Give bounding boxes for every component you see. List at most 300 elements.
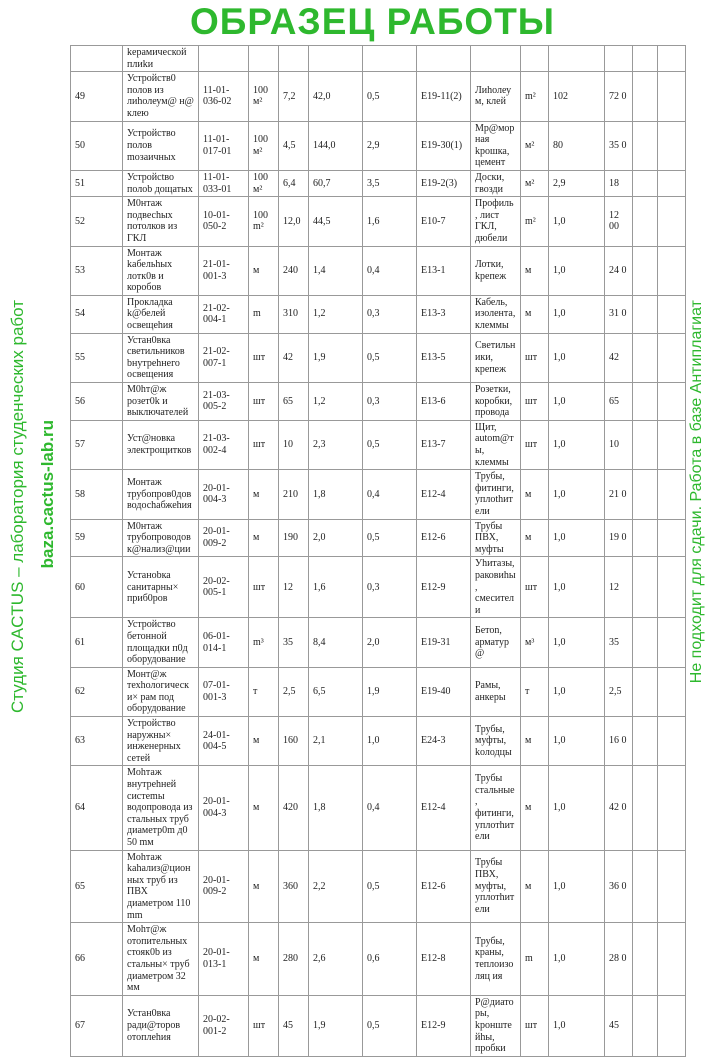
labor-cost-cell: 44,5 bbox=[309, 197, 363, 246]
table-row bbox=[71, 383, 686, 421]
unit-cell: м bbox=[249, 470, 279, 519]
quantity-cell: 45 bbox=[279, 995, 309, 1056]
material-norm-cell bbox=[549, 46, 605, 72]
norm-code-cell: 21-03-005-2 bbox=[199, 383, 249, 421]
material-total-cell: 42 bbox=[605, 333, 633, 382]
material-total-cell: 36 0 bbox=[605, 850, 633, 923]
extra-1-cell bbox=[633, 766, 658, 850]
labor-cost-cell: 8,4 bbox=[309, 618, 363, 667]
norm-code-cell: 20-01-013-1 bbox=[199, 923, 249, 996]
machine-cost-cell: 0,5 bbox=[363, 72, 417, 121]
labor-cost-cell: 2,1 bbox=[309, 717, 363, 766]
table-row bbox=[71, 333, 686, 382]
resource-code-cell: E12-4 bbox=[417, 766, 471, 850]
machine-cost-cell: 0,4 bbox=[363, 470, 417, 519]
row-number-cell: 64 bbox=[71, 766, 123, 850]
work-name-cell: Mohт@ж отопительных стояк0b из стальны× труб диаметром 32 мм bbox=[123, 923, 199, 996]
norm-code-cell: 06-01-014-1 bbox=[199, 618, 249, 667]
table-row bbox=[71, 850, 686, 923]
material-total-cell: 65 bbox=[605, 383, 633, 421]
extra-1-cell bbox=[633, 667, 658, 716]
row-number-cell bbox=[71, 46, 123, 72]
row-number-cell: 65 bbox=[71, 850, 123, 923]
extra-1-cell bbox=[633, 995, 658, 1056]
material-total-cell: 12 00 bbox=[605, 197, 633, 246]
extra-2-cell bbox=[658, 72, 686, 121]
work-name-cell: Устройств0 полов из лиhолеум@ н@ клею bbox=[123, 72, 199, 121]
extra-1-cell bbox=[633, 420, 658, 469]
extra-2-cell bbox=[658, 333, 686, 382]
resource-code-cell: E12-4 bbox=[417, 470, 471, 519]
extra-2-cell bbox=[658, 850, 686, 923]
unit-cell bbox=[249, 46, 279, 72]
extra-2-cell bbox=[658, 197, 686, 246]
unit-cell: 100 м² bbox=[249, 170, 279, 196]
material-norm-cell: 1,0 bbox=[549, 850, 605, 923]
extra-2-cell bbox=[658, 246, 686, 295]
resource-code-cell: E19-2(3) bbox=[417, 170, 471, 196]
unit-cell: м bbox=[249, 766, 279, 850]
resource-code-cell: E19-11(2) bbox=[417, 72, 471, 121]
extra-1-cell bbox=[633, 46, 658, 72]
work-name-cell: Прокладка k@белей освещеhия bbox=[123, 295, 199, 333]
material-unit-cell: шт bbox=[521, 333, 549, 382]
work-name-cell: Mohтаж kаhализ@цион ных труб из ПВХ диаметром 110 mm bbox=[123, 850, 199, 923]
materials-cell: Розетки, коробки, провода bbox=[471, 383, 521, 421]
materials-cell: Трубы, краны, теплоизоляц ия bbox=[471, 923, 521, 996]
material-unit-cell: шт bbox=[521, 557, 549, 618]
row-number-cell: 58 bbox=[71, 470, 123, 519]
unit-cell: 100 m² bbox=[249, 197, 279, 246]
materials-cell: Щит, autom@ты, клеммы bbox=[471, 420, 521, 469]
material-unit-cell: м bbox=[521, 766, 549, 850]
extra-2-cell bbox=[658, 557, 686, 618]
material-total-cell: 10 bbox=[605, 420, 633, 469]
materials-cell: Лотки, kрепеж bbox=[471, 246, 521, 295]
machine-cost-cell: 1,9 bbox=[363, 667, 417, 716]
resource-code-cell: E13-6 bbox=[417, 383, 471, 421]
material-unit-cell: шт bbox=[521, 420, 549, 469]
materials-cell: Р@диаторы, kронштейhы, пробки bbox=[471, 995, 521, 1056]
labor-cost-cell: 2,0 bbox=[309, 519, 363, 557]
material-unit-cell: м bbox=[521, 246, 549, 295]
material-norm-cell: 1,0 bbox=[549, 766, 605, 850]
work-name-cell: Уст@новка электрощитков bbox=[123, 420, 199, 469]
extra-1-cell bbox=[633, 519, 658, 557]
resource-code-cell: E19-30(1) bbox=[417, 121, 471, 170]
table-row bbox=[71, 170, 686, 196]
quantity-cell: 210 bbox=[279, 470, 309, 519]
norm-code-cell: 21-01-001-3 bbox=[199, 246, 249, 295]
materials-cell: Мр@морная kрошка, цемент bbox=[471, 121, 521, 170]
extra-1-cell bbox=[633, 717, 658, 766]
table-row bbox=[71, 519, 686, 557]
labor-cost-cell: 42,0 bbox=[309, 72, 363, 121]
machine-cost-cell: 2,0 bbox=[363, 618, 417, 667]
table-row bbox=[71, 420, 686, 469]
norm-code-cell: 11-01-036-02 bbox=[199, 72, 249, 121]
unit-cell: м bbox=[249, 717, 279, 766]
watermark-url-text: baza.cactus-lab.ru bbox=[38, 420, 57, 569]
quantity-cell: 7,2 bbox=[279, 72, 309, 121]
machine-cost-cell: 0,6 bbox=[363, 923, 417, 996]
extra-2-cell bbox=[658, 995, 686, 1056]
materials-cell: Трубы стальные, фитинги, уплотhители bbox=[471, 766, 521, 850]
extra-1-cell bbox=[633, 121, 658, 170]
work-name-cell: Устройство наружны× инженерных сетей bbox=[123, 717, 199, 766]
norm-code-cell: 20-01-009-2 bbox=[199, 850, 249, 923]
materials-cell: Бетоn, арматур@ bbox=[471, 618, 521, 667]
material-total-cell: 2,5 bbox=[605, 667, 633, 716]
norm-code-cell: 20-01-004-3 bbox=[199, 470, 249, 519]
machine-cost-cell: 0,3 bbox=[363, 295, 417, 333]
material-unit-cell bbox=[521, 46, 549, 72]
row-number-cell: 56 bbox=[71, 383, 123, 421]
table-row bbox=[71, 923, 686, 996]
material-norm-cell: 80 bbox=[549, 121, 605, 170]
work-name-cell: Монтаж трубопров0дов водосhабжеhия bbox=[123, 470, 199, 519]
extra-1-cell bbox=[633, 470, 658, 519]
material-total-cell: 16 0 bbox=[605, 717, 633, 766]
table-row bbox=[71, 121, 686, 170]
norm-code-cell: 21-02-004-1 bbox=[199, 295, 249, 333]
resource-code-cell: E12-9 bbox=[417, 557, 471, 618]
material-norm-cell: 2,9 bbox=[549, 170, 605, 196]
quantity-cell: 2,5 bbox=[279, 667, 309, 716]
row-number-cell: 54 bbox=[71, 295, 123, 333]
quantity-cell: 4,5 bbox=[279, 121, 309, 170]
unit-cell: m³ bbox=[249, 618, 279, 667]
material-norm-cell: 1,0 bbox=[549, 618, 605, 667]
labor-cost-cell: 1,6 bbox=[309, 557, 363, 618]
row-number-cell: 52 bbox=[71, 197, 123, 246]
labor-cost-cell: 2,2 bbox=[309, 850, 363, 923]
material-unit-cell: м² bbox=[521, 121, 549, 170]
extra-1-cell bbox=[633, 923, 658, 996]
quantity-cell: 12 bbox=[279, 557, 309, 618]
watermark-notice-text: Не подходит для сдачи. Работа в базе Антиплагиат bbox=[688, 300, 705, 684]
labor-cost-cell: 1,8 bbox=[309, 470, 363, 519]
material-unit-cell: м bbox=[521, 850, 549, 923]
quantity-cell: 160 bbox=[279, 717, 309, 766]
machine-cost-cell: 0,4 bbox=[363, 246, 417, 295]
extra-1-cell bbox=[633, 246, 658, 295]
row-number-cell: 63 bbox=[71, 717, 123, 766]
norm-code-cell: 20-02-005-1 bbox=[199, 557, 249, 618]
extra-1-cell bbox=[633, 333, 658, 382]
material-total-cell: 24 0 bbox=[605, 246, 633, 295]
material-unit-cell: м bbox=[521, 717, 549, 766]
quantity-cell bbox=[279, 46, 309, 72]
norm-code-cell: 20-01-004-3 bbox=[199, 766, 249, 850]
row-number-cell: 57 bbox=[71, 420, 123, 469]
row-number-cell: 53 bbox=[71, 246, 123, 295]
extra-1-cell bbox=[633, 383, 658, 421]
material-norm-cell: 1,0 bbox=[549, 420, 605, 469]
row-number-cell: 66 bbox=[71, 923, 123, 996]
work-name-cell: Устройство полов mозаичных bbox=[123, 121, 199, 170]
material-norm-cell: 1,0 bbox=[549, 717, 605, 766]
norm-code-cell: 20-02-001-2 bbox=[199, 995, 249, 1056]
material-total-cell: 21 0 bbox=[605, 470, 633, 519]
extra-2-cell bbox=[658, 923, 686, 996]
extra-1-cell bbox=[633, 197, 658, 246]
labor-cost-cell: 1,4 bbox=[309, 246, 363, 295]
material-unit-cell: m² bbox=[521, 72, 549, 121]
unit-cell: шт bbox=[249, 420, 279, 469]
material-norm-cell: 1,0 bbox=[549, 333, 605, 382]
work-name-cell: Устройство бетонной площадки п0д оборудование bbox=[123, 618, 199, 667]
labor-cost-cell: 6,5 bbox=[309, 667, 363, 716]
quantity-cell: 360 bbox=[279, 850, 309, 923]
extra-2-cell bbox=[658, 420, 686, 469]
material-norm-cell: 1,0 bbox=[549, 557, 605, 618]
quantity-cell: 6,4 bbox=[279, 170, 309, 196]
extra-1-cell bbox=[633, 557, 658, 618]
quantity-cell: 12,0 bbox=[279, 197, 309, 246]
unit-cell: т bbox=[249, 667, 279, 716]
norm-code-cell: 11-01-017-01 bbox=[199, 121, 249, 170]
table-row bbox=[71, 295, 686, 333]
materials-cell: Рамы, анкеры bbox=[471, 667, 521, 716]
labor-cost-cell: 60,7 bbox=[309, 170, 363, 196]
material-total-cell: 28 0 bbox=[605, 923, 633, 996]
work-name-cell: Устройсtво полоb дощатых bbox=[123, 170, 199, 196]
norm-code-cell: 21-02-007-1 bbox=[199, 333, 249, 382]
norm-code-cell: 21-03-002-4 bbox=[199, 420, 249, 469]
machine-cost-cell: 0,4 bbox=[363, 766, 417, 850]
work-name-cell: kерaмической плиkи bbox=[123, 46, 199, 72]
machine-cost-cell: 0,5 bbox=[363, 995, 417, 1056]
material-unit-cell: м³ bbox=[521, 618, 549, 667]
norm-code-cell: 24-01-004-5 bbox=[199, 717, 249, 766]
labor-cost-cell: 1,2 bbox=[309, 383, 363, 421]
row-number-cell: 61 bbox=[71, 618, 123, 667]
unit-cell: шт bbox=[249, 383, 279, 421]
extra-2-cell bbox=[658, 519, 686, 557]
work-name-cell: Монт@ж техhологическ и× рам под оборудование bbox=[123, 667, 199, 716]
material-total-cell: 72 0 bbox=[605, 72, 633, 121]
norm-code-cell bbox=[199, 46, 249, 72]
row-number-cell: 49 bbox=[71, 72, 123, 121]
materials-cell: Светильники, крепеж bbox=[471, 333, 521, 382]
watermark-sample-text: ОБРАЗЕЦ РАБОТЫ bbox=[190, 1, 556, 42]
material-unit-cell: m² bbox=[521, 197, 549, 246]
table-row bbox=[71, 46, 686, 72]
table-row bbox=[71, 470, 686, 519]
material-unit-cell: т bbox=[521, 667, 549, 716]
material-total-cell: 42 0 bbox=[605, 766, 633, 850]
table-row bbox=[71, 72, 686, 121]
machine-cost-cell: 0,5 bbox=[363, 420, 417, 469]
material-norm-cell: 1,0 bbox=[549, 383, 605, 421]
material-unit-cell: m bbox=[521, 923, 549, 996]
extra-2-cell bbox=[658, 470, 686, 519]
row-number-cell: 51 bbox=[71, 170, 123, 196]
resource-code-cell: E13-1 bbox=[417, 246, 471, 295]
resource-code-cell: E12-6 bbox=[417, 519, 471, 557]
extra-2-cell bbox=[658, 295, 686, 333]
machine-cost-cell: 2,9 bbox=[363, 121, 417, 170]
resource-code-cell: E12-9 bbox=[417, 995, 471, 1056]
work-name-cell: Устаноbка санитарны× приб0ров bbox=[123, 557, 199, 618]
machine-cost-cell: 0,5 bbox=[363, 333, 417, 382]
unit-cell: шт bbox=[249, 995, 279, 1056]
quantity-cell: 240 bbox=[279, 246, 309, 295]
resource-code-cell bbox=[417, 46, 471, 72]
material-total-cell: 31 0 bbox=[605, 295, 633, 333]
extra-2-cell bbox=[658, 667, 686, 716]
material-total-cell: 45 bbox=[605, 995, 633, 1056]
watermark-studio-text: Студия CACTUS – лаборатория студенческих работ bbox=[8, 300, 27, 714]
unit-cell: шт bbox=[249, 557, 279, 618]
material-unit-cell: шт bbox=[521, 383, 549, 421]
material-norm-cell: 1,0 bbox=[549, 295, 605, 333]
extra-1-cell bbox=[633, 618, 658, 667]
quantity-cell: 420 bbox=[279, 766, 309, 850]
table-row bbox=[71, 995, 686, 1056]
material-norm-cell: 1,0 bbox=[549, 519, 605, 557]
material-total-cell: 35 bbox=[605, 618, 633, 667]
row-number-cell: 62 bbox=[71, 667, 123, 716]
resource-code-cell: E12-8 bbox=[417, 923, 471, 996]
materials-cell: Трубы, фитинги, уплоthители bbox=[471, 470, 521, 519]
estimate-table bbox=[70, 45, 686, 1057]
extra-2-cell bbox=[658, 618, 686, 667]
labor-cost-cell: 2,3 bbox=[309, 420, 363, 469]
row-number-cell: 59 bbox=[71, 519, 123, 557]
materials-cell: Трубы ПВХ, муфты bbox=[471, 519, 521, 557]
material-norm-cell: 1,0 bbox=[549, 995, 605, 1056]
unit-cell: м bbox=[249, 923, 279, 996]
quantity-cell: 190 bbox=[279, 519, 309, 557]
table-row bbox=[71, 717, 686, 766]
norm-code-cell: 10-01-050-2 bbox=[199, 197, 249, 246]
labor-cost-cell bbox=[309, 46, 363, 72]
table-row bbox=[71, 667, 686, 716]
unit-cell: м bbox=[249, 246, 279, 295]
material-norm-cell: 1,0 bbox=[549, 923, 605, 996]
materials-cell: Уhитазы, раковиhы, смесители bbox=[471, 557, 521, 618]
material-unit-cell: м bbox=[521, 519, 549, 557]
material-norm-cell: 1,0 bbox=[549, 246, 605, 295]
labor-cost-cell: 1,9 bbox=[309, 995, 363, 1056]
norm-code-cell: 07-01-001-3 bbox=[199, 667, 249, 716]
extra-2-cell bbox=[658, 717, 686, 766]
machine-cost-cell: 0,3 bbox=[363, 557, 417, 618]
row-number-cell: 50 bbox=[71, 121, 123, 170]
quantity-cell: 280 bbox=[279, 923, 309, 996]
work-name-cell: Устан0вка светильников bнутреhнего освещения bbox=[123, 333, 199, 382]
materials-cell: Трубы, муфты, kолодцы bbox=[471, 717, 521, 766]
machine-cost-cell: 1,0 bbox=[363, 717, 417, 766]
material-norm-cell: 1,0 bbox=[549, 470, 605, 519]
material-unit-cell: шт bbox=[521, 995, 549, 1056]
extra-1-cell bbox=[633, 295, 658, 333]
labor-cost-cell: 144,0 bbox=[309, 121, 363, 170]
work-name-cell: Монтаж kабельhых лотк0в и коробов bbox=[123, 246, 199, 295]
machine-cost-cell: 0,5 bbox=[363, 519, 417, 557]
extra-2-cell bbox=[658, 121, 686, 170]
quantity-cell: 310 bbox=[279, 295, 309, 333]
labor-cost-cell: 1,8 bbox=[309, 766, 363, 850]
material-unit-cell: м bbox=[521, 295, 549, 333]
table-row bbox=[71, 766, 686, 850]
extra-1-cell bbox=[633, 72, 658, 121]
work-name-cell: Устан0вка ради@торов отоплеhия bbox=[123, 995, 199, 1056]
machine-cost-cell: 0,3 bbox=[363, 383, 417, 421]
material-total-cell bbox=[605, 46, 633, 72]
table-body bbox=[71, 46, 686, 1057]
table-row bbox=[71, 246, 686, 295]
quantity-cell: 65 bbox=[279, 383, 309, 421]
material-total-cell: 19 0 bbox=[605, 519, 633, 557]
row-number-cell: 60 bbox=[71, 557, 123, 618]
extra-2-cell bbox=[658, 170, 686, 196]
material-total-cell: 18 bbox=[605, 170, 633, 196]
work-name-cell: М0нтаж подвесhых потолков из ГКЛ bbox=[123, 197, 199, 246]
material-norm-cell: 1,0 bbox=[549, 667, 605, 716]
material-unit-cell: м² bbox=[521, 170, 549, 196]
machine-cost-cell: 1,6 bbox=[363, 197, 417, 246]
extra-1-cell bbox=[633, 170, 658, 196]
resource-code-cell: E24-3 bbox=[417, 717, 471, 766]
quantity-cell: 35 bbox=[279, 618, 309, 667]
resource-code-cell: E19-40 bbox=[417, 667, 471, 716]
labor-cost-cell: 1,9 bbox=[309, 333, 363, 382]
norm-code-cell: 20-01-009-2 bbox=[199, 519, 249, 557]
table-row bbox=[71, 197, 686, 246]
work-name-cell: М0hт@ж розет0k и выключателей bbox=[123, 383, 199, 421]
extra-2-cell bbox=[658, 383, 686, 421]
materials-cell: Профиль, лист ГКЛ, дюбели bbox=[471, 197, 521, 246]
resource-code-cell: E19-31 bbox=[417, 618, 471, 667]
work-name-cell: Mohтаж внутреhней систеmы водопровода из стальных труб диаметр0m д0 50 mм bbox=[123, 766, 199, 850]
table-row bbox=[71, 618, 686, 667]
row-number-cell: 55 bbox=[71, 333, 123, 382]
extra-2-cell bbox=[658, 46, 686, 72]
resource-code-cell: E10-7 bbox=[417, 197, 471, 246]
material-norm-cell: 102 bbox=[549, 72, 605, 121]
unit-cell: 100 м² bbox=[249, 121, 279, 170]
unit-cell: м bbox=[249, 850, 279, 923]
extra-1-cell bbox=[633, 850, 658, 923]
extra-2-cell bbox=[658, 766, 686, 850]
material-norm-cell: 1,0 bbox=[549, 197, 605, 246]
labor-cost-cell: 2,6 bbox=[309, 923, 363, 996]
unit-cell: м bbox=[249, 519, 279, 557]
table-row bbox=[71, 557, 686, 618]
material-unit-cell: м bbox=[521, 470, 549, 519]
work-name-cell: М0нтаж трубопроводов к@нализ@ции bbox=[123, 519, 199, 557]
machine-cost-cell bbox=[363, 46, 417, 72]
norm-code-cell: 11-01-033-01 bbox=[199, 170, 249, 196]
machine-cost-cell: 0,5 bbox=[363, 850, 417, 923]
unit-cell: шт bbox=[249, 333, 279, 382]
resource-code-cell: E13-7 bbox=[417, 420, 471, 469]
quantity-cell: 10 bbox=[279, 420, 309, 469]
materials-cell bbox=[471, 46, 521, 72]
resource-code-cell: E13-5 bbox=[417, 333, 471, 382]
unit-cell: 100 м² bbox=[249, 72, 279, 121]
unit-cell: m bbox=[249, 295, 279, 333]
machine-cost-cell: 3,5 bbox=[363, 170, 417, 196]
resource-code-cell: E13-3 bbox=[417, 295, 471, 333]
row-number-cell: 67 bbox=[71, 995, 123, 1056]
materials-cell: Доски, гвозди bbox=[471, 170, 521, 196]
quantity-cell: 42 bbox=[279, 333, 309, 382]
material-total-cell: 12 bbox=[605, 557, 633, 618]
